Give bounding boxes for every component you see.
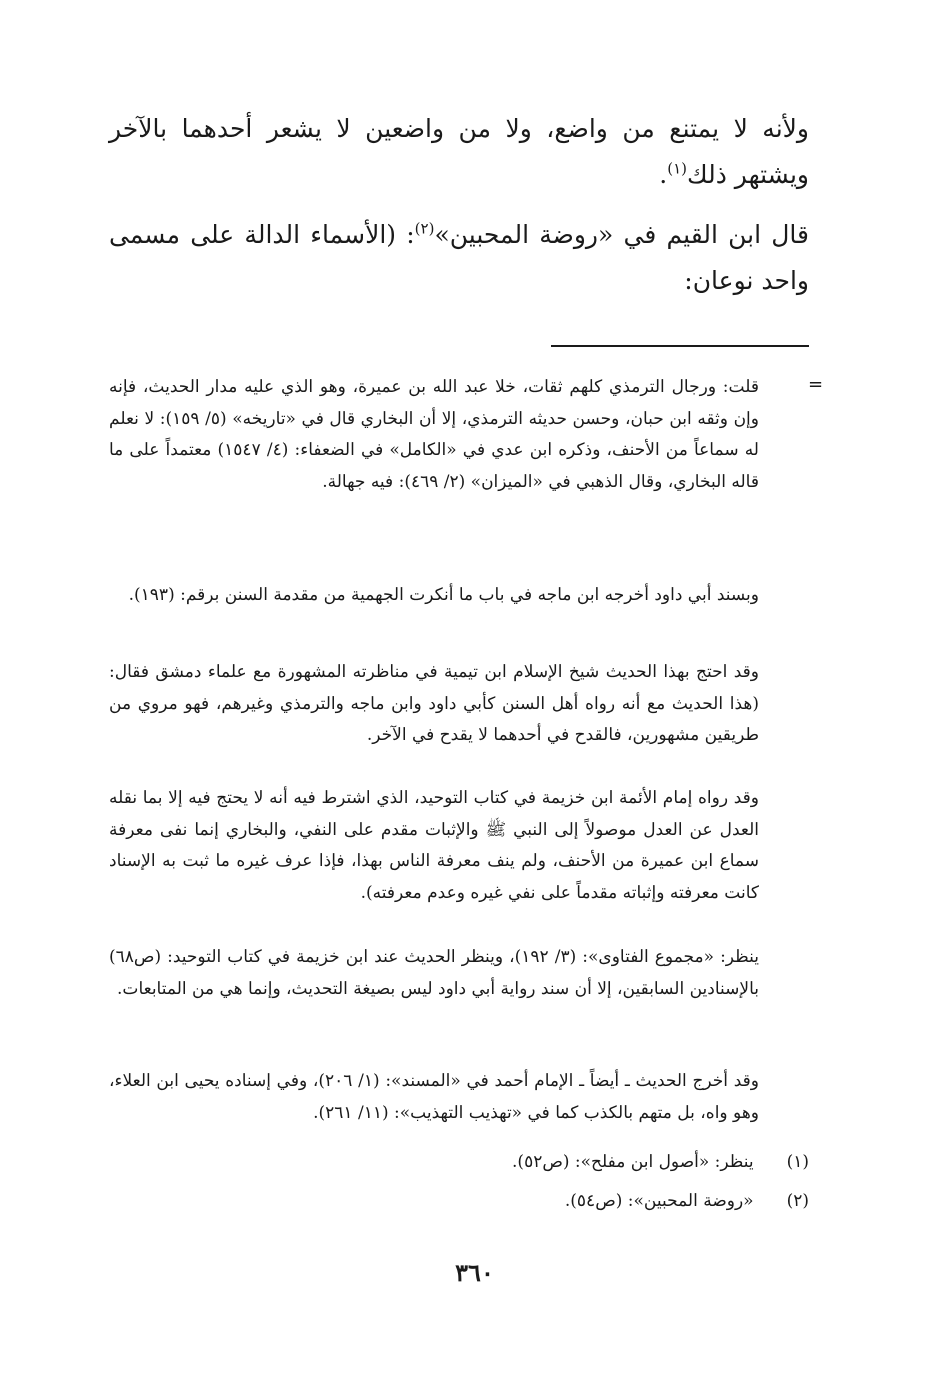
footnote-separator bbox=[551, 345, 809, 347]
main-paragraph-1-end: . bbox=[659, 160, 668, 189]
main-paragraph-2 bbox=[109, 212, 809, 304]
footnote-1-number: (١) bbox=[786, 1152, 809, 1172]
footnote-continuation-mark: = bbox=[808, 374, 824, 395]
footnote-2-number: (٢) bbox=[786, 1191, 809, 1211]
footnote-1 bbox=[512, 1147, 809, 1177]
main-paragraph-1-text: ولأنه لا يمتنع من واضع، ولا من واضعين لا يشعر أحدهما بالآخر ويشتهر ذلك bbox=[109, 114, 809, 189]
footnote-continued-paragraph: وقد احتج بهذا الحديث شيخ الإسلام ابن تيمية في مناظرته المشهورة مع علماء دمشق فقال: (هذا الحديث مع أنه رواه أهل السنن كأبي داود وابن ماجه والترمذي وغيرهم، فهو مروي من طريقين مشهورين، فالقدح في أحدهما لا يقدح في الآخر. bbox=[109, 662, 759, 745]
footnote-continued-paragraph: وقد أخرج الحديث ـ أيضاً ـ الإمام أحمد في «المسند»: (١/ ٢٠٦)، وفي إسناده يحيى ابن العلاء، وهو واه، بل متهم بالكذب كما في «تهذيب التهذيب»: (١١/ ٢٦١). bbox=[109, 1071, 759, 1123]
footnote-ref-1: (١) bbox=[667, 159, 688, 178]
footnote-2-text: «روضة المحبين»: (ص٥٤). bbox=[564, 1191, 754, 1211]
footnote-continued-paragraph: وقد رواه إمام الأئمة ابن خزيمة في كتاب التوحيد، الذي اشترط فيه أنه لا يحتج فيه إلا بما نقله العدل عن العدل موصولاً إلى النبي ﷺ والإثبات مقدم على النفي، والبخاري إنما نفى معرفة سماع ابن عميرة من الأحنف، ولم ينف معرفة الناس بهذا، فإذا عرف غيره ما ثبت به الإسناد كانت معرفته وإثباته مقدماً على نفي غيره وعدم معرفته). bbox=[109, 788, 759, 903]
footnote-ref-2: (٢) bbox=[414, 219, 435, 238]
main-paragraph-2-end: : (الأسماء الدالة على مسمى واحد نوعان: bbox=[109, 220, 809, 295]
page-number: ٣٦٠ bbox=[455, 1258, 494, 1287]
footnote-continued-paragraph: قلت: ورجال الترمذي كلهم ثقات، خلا عبد الله بن عميرة، وهو الذي عليه مدار الحديث، فإنه وإن وثقه ابن حبان، وحسن حديثه الترمذي، إلا أن البخاري قال في «تاريخه» (٥/ ١٥٩): لا نعلم له سماعاً من الأحنف، وذكره ابن عدي في «الكامل» في الضعفاء: (٤/ ١٥٤٧) معتمداً على ما قاله البخاري، وقال الذهبي في «الميزان» (٢/ ٤٦٩): فيه جهالة. bbox=[109, 377, 759, 492]
main-paragraph-1 bbox=[109, 106, 809, 198]
footnote-1-text: ينظر: «أصول ابن مفلح»: (ص٥٢). bbox=[512, 1152, 754, 1172]
footnote-continued-paragraph: وبسند أبي داود أخرجه ابن ماجه في باب ما أنكرت الجهمية من مقدمة السنن برقم: (١٩٣). bbox=[128, 585, 759, 605]
footnote-2 bbox=[565, 1186, 809, 1216]
footnote-continued-paragraph: ينظر: «مجموع الفتاوى»: (٣/ ١٩٢)، وينظر الحديث عند ابن خزيمة في كتاب التوحيد: (ص٦٨) بالإسنادين السابقين، إلا أن سند رواية أبي داود ليس بصيغة التحديث، وإنما هي من المتابعات. bbox=[109, 947, 759, 999]
main-paragraph-2-start: قال ابن القيم في «روضة المحبين» bbox=[434, 220, 809, 249]
